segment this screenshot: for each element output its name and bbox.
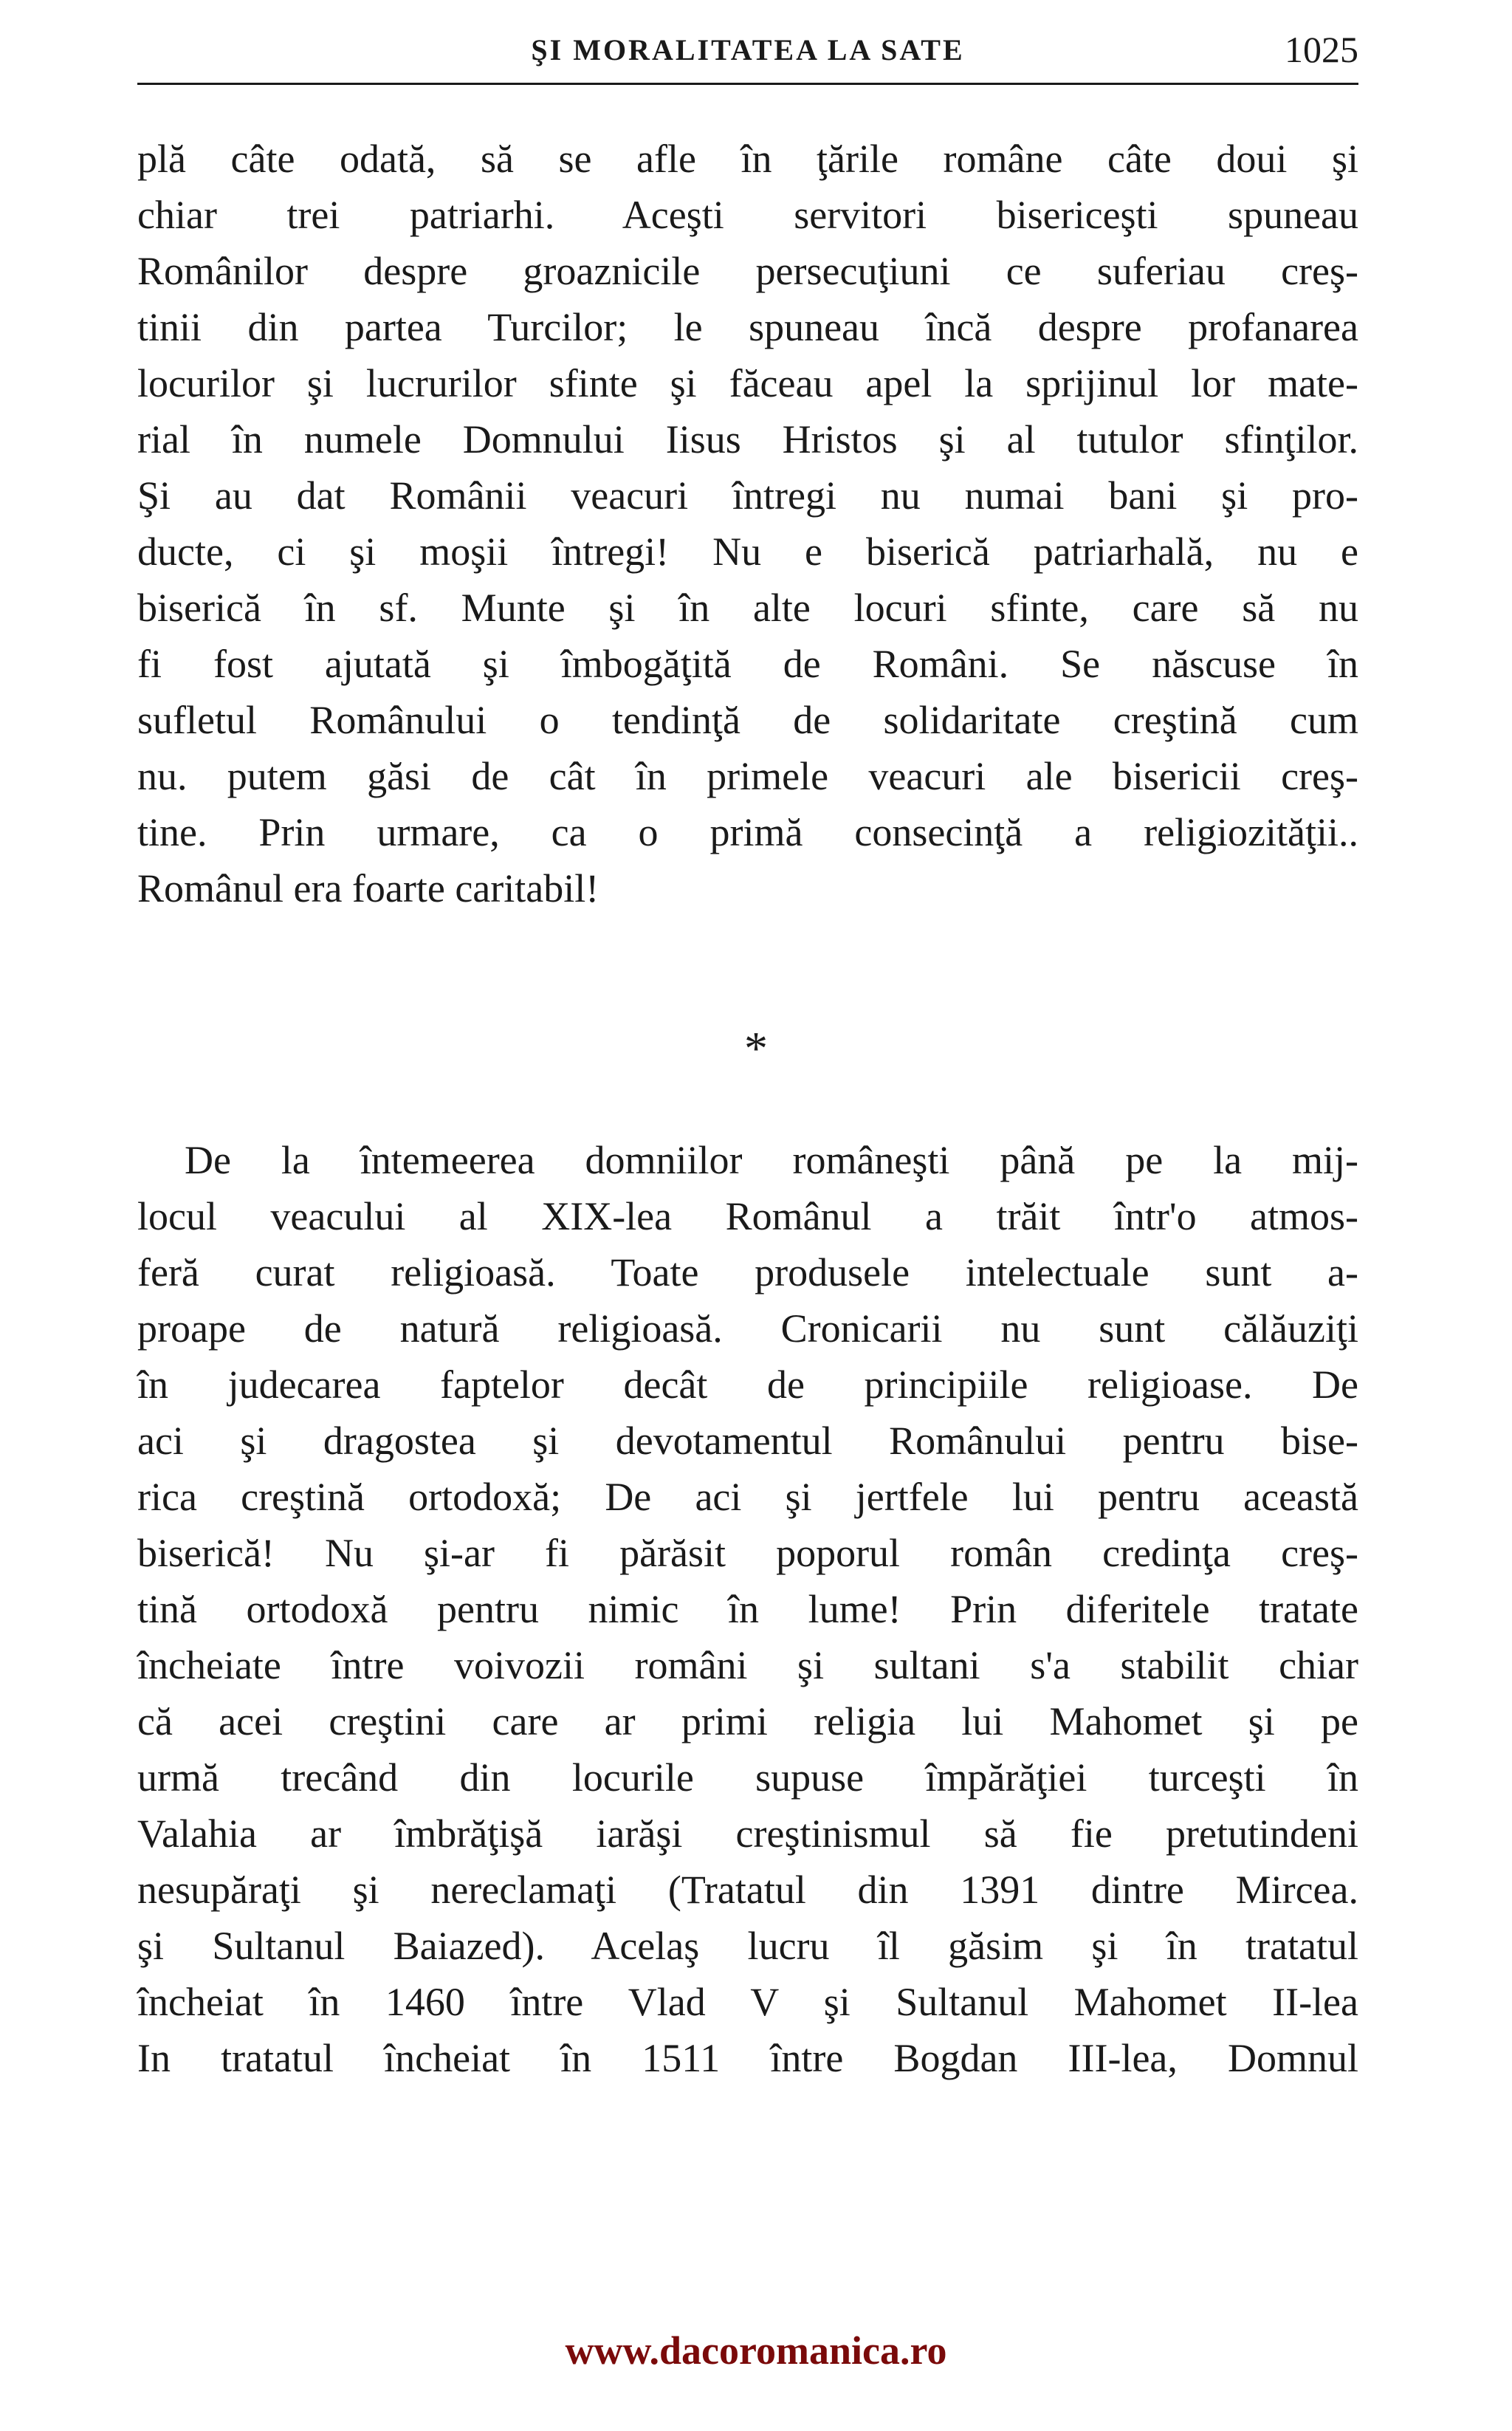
text-line: nesupăraţi şi nereclamaţi (Tratatul din 1391 dintre Mircea.	[137, 1868, 1358, 1912]
text-line: locurilor şi lucrurilor sfinte şi făceau apel la sprijinul lor mate-	[137, 361, 1358, 405]
text-line: nu. putem găsi de cât în primele veacuri ale bisericii creş-	[137, 754, 1358, 798]
text-line: feră curat religioasă. Toate produsele intelectuale sunt a-	[137, 1250, 1358, 1295]
text-line: şi Sultanul Baiazed). Acelaş lucru îl găsim şi în tratatul	[137, 1924, 1358, 1968]
text-line: urmă trecând din locurile supuse împărăţiei turceşti în	[137, 1755, 1358, 1800]
asterisk-separator: *	[744, 1022, 768, 1074]
text-line: ducte, ci şi moşii întregi! Nu e biserică patriarhală, nu e	[137, 529, 1358, 574]
text-line: sufletul Românului o tendinţă de solidaritate creştină cum	[137, 698, 1358, 742]
text-line: fi fost ajutată şi îmbogăţită de Români. Se născuse în	[137, 642, 1358, 686]
text-line: tină ortodoxă pentru nimic în lume! Prin diferitele tratate	[137, 1587, 1358, 1631]
text-line: că acei creştini care ar primi religia lui Mahomet şi pe	[137, 1699, 1358, 1743]
source-watermark-link[interactable]: www.dacoromanica.ro	[565, 2328, 947, 2373]
text-line: Valahia ar îmbrăţişă iarăşi creştinismul să fie pretutindeni	[137, 1811, 1358, 1856]
text-line: biserică în sf. Munte şi în alte locuri sfinte, care să nu	[137, 586, 1358, 630]
text-line: chiar trei patriarhi. Aceşti servitori bisericeşti spuneau	[137, 193, 1358, 237]
text-line: Şi au dat Românii veacuri întregi nu numai bani şi pro-	[137, 473, 1358, 518]
text-line: tine. Prin urmare, ca o primă consecinţă a religiozităţii..	[137, 810, 1358, 854]
page-number: 1025	[1285, 29, 1358, 70]
text-line: încheiate între voivozii români şi sultani s'a stabilit chiar	[137, 1643, 1358, 1687]
text-line: încheiat în 1460 între Vlad V şi Sultanul Mahomet II-lea	[137, 1980, 1358, 2024]
running-title: ŞI MORALITATEA LA SATE	[531, 33, 965, 66]
text-line: în judecarea faptelor decât de principiile religioase. De	[137, 1362, 1358, 1407]
text-line: Românul era foarte caritabil!	[137, 866, 599, 911]
text-line: Românilor despre groaznicile persecuţiuni ce suferiau creş-	[137, 249, 1358, 293]
text-line: proape de natură religioasă. Cronicarii nu sunt călăuziţi	[137, 1306, 1358, 1351]
text-line: aci şi dragostea şi devotamentul Românului pentru bise-	[137, 1419, 1358, 1463]
text-line: rial în numele Domnului Iisus Hristos şi al tutulor sfinţilor.	[137, 417, 1358, 462]
text-line: biserică! Nu şi-ar fi părăsit poporul român credinţa creş-	[137, 1531, 1358, 1575]
text-line: rica creştină ortodoxă; De aci şi jertfele lui pentru această	[137, 1475, 1358, 1519]
text-line: plă câte odată, să se afle în ţările române câte doui şi	[137, 137, 1358, 181]
text-line: De la întemeerea domniilor româneşti până pe la mij-	[185, 1138, 1358, 1182]
text-line: tinii din partea Turcilor; le spuneau încă despre profanarea	[137, 305, 1358, 349]
text-line: locul veacului al XIX-lea Românul a trăit într'o atmos-	[137, 1194, 1358, 1238]
text-line: In tratatul încheiat în 1511 între Bogdan III-lea, Domnul	[137, 2036, 1358, 2080]
header-rule	[137, 83, 1358, 85]
page-header	[137, 30, 1358, 81]
